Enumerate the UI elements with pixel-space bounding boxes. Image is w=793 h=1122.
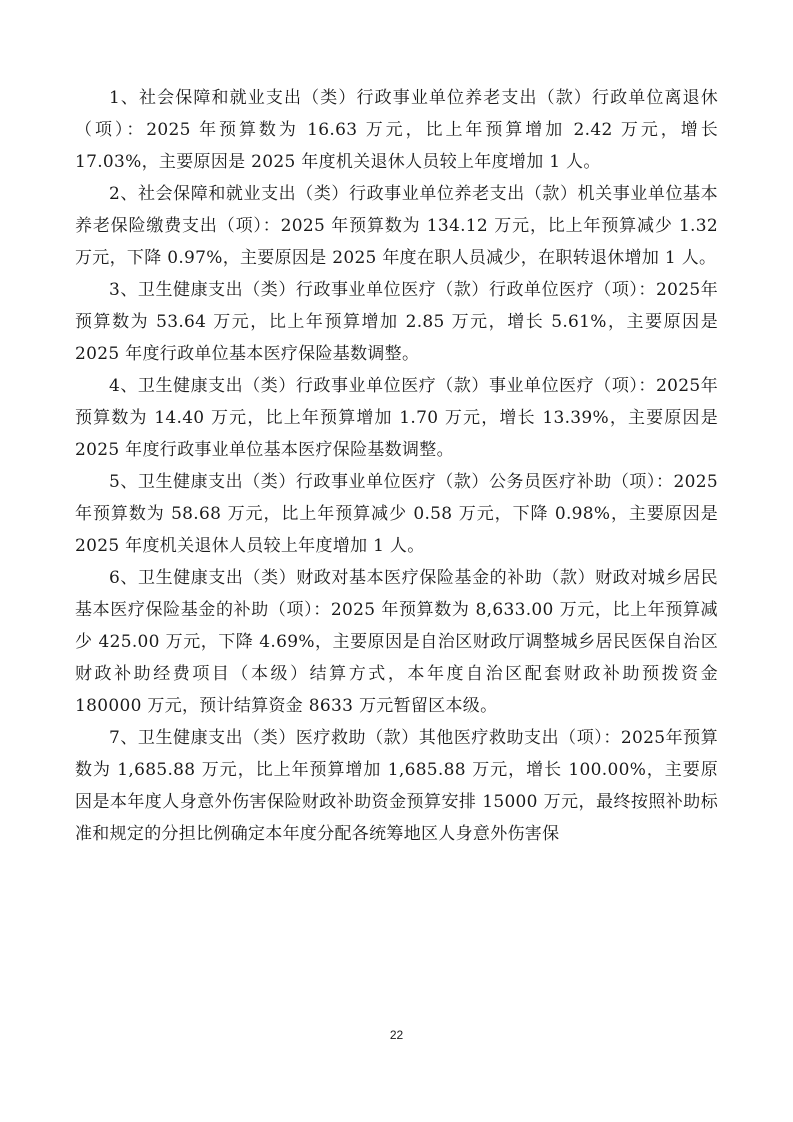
paragraph-item-7: 7、卫生健康支出（类）医疗救助（款）其他医疗救助支出（项）：2025年预算数为 1,685.88 万元，比上年预算增加 1,685.88 万元，增长 100.00%，主要原因是本年度人身意外伤害保险财政补助资金预算安排 15000 万元，最终按照补助标准和规定的分担比例确定本年度分配各统筹地区人身意外伤害保 [75,728,718,844]
paragraph-item-5: 5、卫生健康支出（类）行政事业单位医疗（款）公务员医疗补助（项）：2025 年预算数为 58.68 万元，比上年预算减少 0.58 万元，下降 0.98%，主要原因是 2025 年度机关退休人员较上年度增加 1 人。 [75,472,724,556]
paragraph-item-3: 3、卫生健康支出（类）行政事业单位医疗（款）行政单位医疗（项）：2025年预算数为 53.64 万元，比上年预算增加 2.85 万元，增长 5.61%，主要原因是2025 年度行政单位基本医疗保险基数调整。 [75,280,718,364]
paragraph-item-6: 6、卫生健康支出（类）财政对基本医疗保险基金的补助（款）财政对城乡居民基本医疗保险基金的补助（项）：2025 年预算数为 8,633.00 万元，比上年预算减少 425.00 万元，下降 4.69%，主要原因是自治区财政厅调整城乡居民医保自治区财政补助经费项目（本级）结算方式，本年度自治区配套财政补助预拨资金 180000 万元，预计结算资金 8633 万元暂留区本级。 [75,568,724,716]
page-number: 22 [389,1028,404,1042]
paragraph-item-4: 4、卫生健康支出（类）行政事业单位医疗（款）事业单位医疗（项）：2025年预算数为 14.40 万元，比上年预算增加 1.70 万元，增长 13.39%，主要原因是 2025 年度行政事业单位基本医疗保险基数调整。 [75,376,724,460]
paragraph-item-2: 2、社会保障和就业支出（类）行政事业单位养老支出（款）机关事业单位基本养老保险缴费支出（项）：2025 年预算数为 134.12 万元，比上年预算减少 1.32 万元，下降 0.97%，主要原因是 2025 年度在职人员减少，在职转退休增加 1 人。 [75,184,724,268]
paragraph-item-1: 1、社会保障和就业支出（类）行政事业单位养老支出（款）行政单位离退休（项）：2025 年预算数为 16.63 万元，比上年预算增加 2.42 万元，增长17.03%，主要原因是 2025 年度机关退休人员较上年度增加 1 人。 [75,88,718,172]
document-body [75,82,724,850]
